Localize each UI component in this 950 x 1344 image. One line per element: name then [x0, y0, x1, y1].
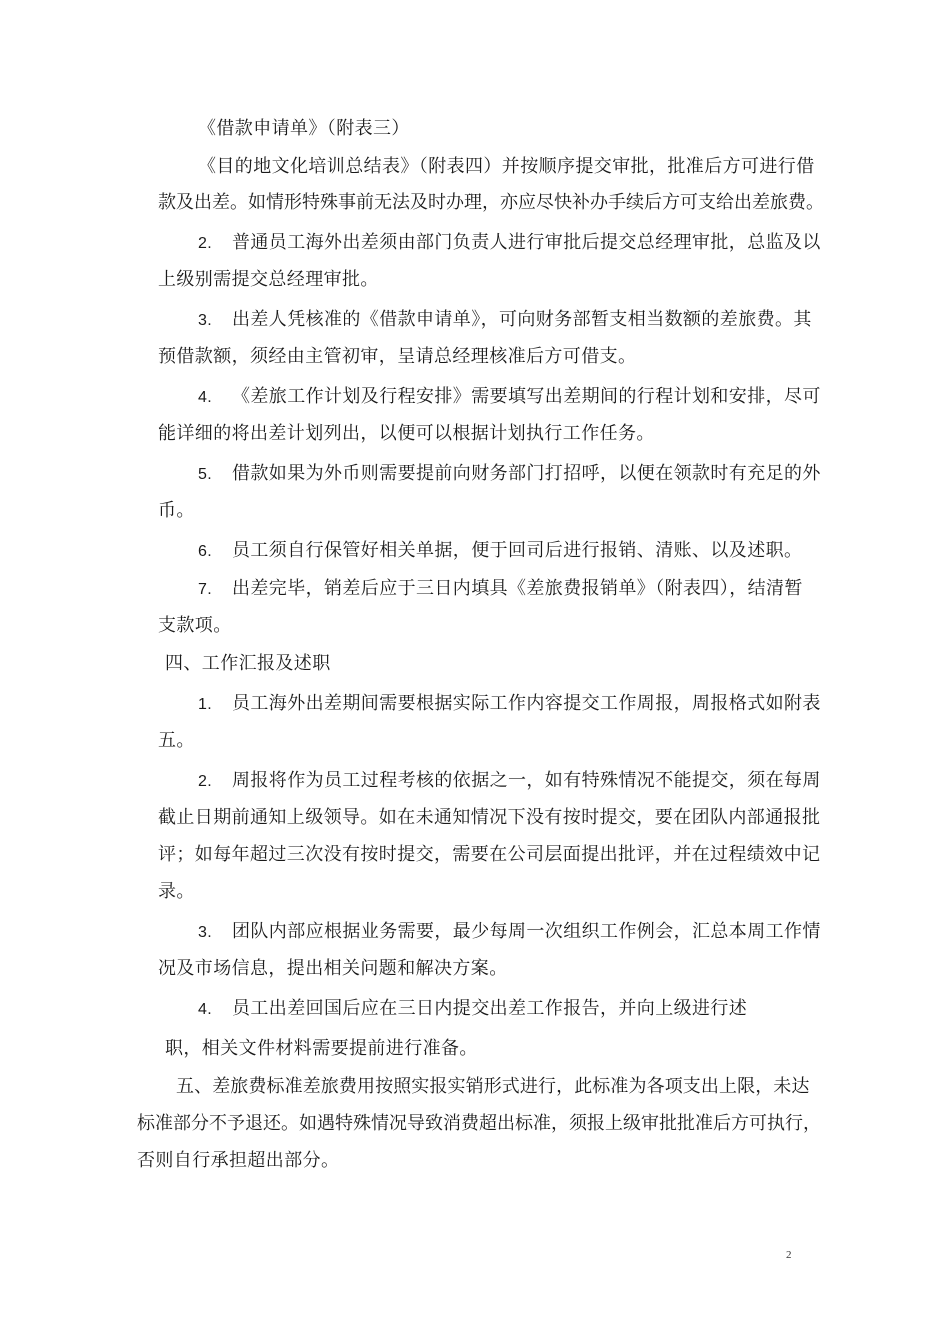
text-line: 况及市场信息，提出相关问题和解决方案。: [158, 958, 508, 979]
list-number: 3.: [198, 924, 213, 941]
text-line: 上级别需提交总经理审批。: [158, 269, 379, 290]
text-line: 员工海外出差期间需要根据实际工作内容提交工作周报，周报格式如附表: [232, 693, 821, 714]
list-number: 6.: [198, 543, 213, 560]
text-line: 否则自行承担超出部分。: [137, 1150, 340, 1171]
text-line: 职，相关文件材料需要提前进行准备。: [165, 1038, 478, 1059]
text-line: 五。: [158, 730, 195, 751]
list-number: 5.: [198, 466, 213, 483]
list-item: [198, 462, 821, 487]
text-line: 普通员工海外出差须由部门负责人进行审批后提交总经理审批，总监及以: [232, 232, 821, 253]
list-item: [198, 539, 802, 564]
list-item: [198, 231, 821, 256]
list-item: [198, 769, 821, 794]
text-line: 出差人凭核准的《借款申请单》，可向财务部暂支相当数额的差旅费。其: [232, 309, 812, 330]
text-line: 能详细的将出差计划列出，以便可以根据计划执行工作任务。: [158, 423, 655, 444]
text-line: 团队内部应根据业务需要，最少每周一次组织工作例会，汇总本周工作情: [232, 921, 821, 942]
list-number: 2.: [198, 773, 213, 790]
text-line: 员工须自行保管好相关单据，便于回司后进行报销、清账、以及述职。: [232, 540, 803, 561]
list-item: [198, 308, 812, 333]
text-line: 员工出差回国后应在三日内提交出差工作报告，并向上级进行述: [232, 998, 748, 1019]
section-heading: 五、差旅费标准差旅费用按照实报实销形式进行，此标准为各项支出上限，未达: [176, 1076, 810, 1097]
section-heading: 四、工作汇报及述职: [165, 653, 331, 674]
text-line: 评；如每年超过三次没有按时提交，需要在公司层面提出批评，并在过程绩效中记: [158, 844, 821, 865]
text-line: 出差完毕，销差后应于三日内填具《差旅费报销单》（附表四），结清暂: [232, 578, 803, 599]
text-line: 预借款额，须经由主管初审，呈请总经理核准后方可借支。: [158, 346, 637, 367]
list-number: 7.: [198, 581, 213, 598]
text-line: 支款项。: [158, 615, 232, 636]
list-number: 4.: [198, 1001, 213, 1018]
text-line: 周报将作为员工过程考核的依据之一，如有特殊情况不能提交，须在每周: [232, 770, 821, 791]
text-line: 币。: [158, 500, 195, 521]
text-line: 截止日期前通知上级领导。如在未通知情况下没有按时提交，要在团队内部通报批: [158, 807, 821, 828]
list-item: [198, 577, 803, 602]
list-item: [198, 692, 821, 717]
list-number: 3.: [198, 312, 213, 329]
text-line: 《目的地文化培训总结表》（附表四）并按顺序提交审批，批准后方可进行借: [198, 156, 815, 177]
text-line: 借款如果为外币则需要提前向财务部门打招呼，以便在领款时有充足的外: [232, 463, 821, 484]
list-number: 1.: [198, 696, 213, 713]
page-number: 2: [786, 1249, 792, 1261]
text-line: 标准部分不予退还。如遇特殊情况导致消费超出标准，须报上级审批批准后方可执行，: [137, 1113, 821, 1134]
text-line: 《借款申请单》（附表三）: [198, 118, 410, 139]
text-line: 录。: [158, 881, 195, 902]
list-number: 4.: [198, 389, 213, 406]
list-number: 2.: [198, 235, 213, 252]
list-item: [198, 920, 821, 945]
text-line: 款及出差。如情形特殊事前无法及时办理，亦应尽快补办手续后方可支给出差旅费。: [158, 192, 824, 213]
text-line: 《差旅工作计划及行程安排》需要填写出差期间的行程计划和安排，尽可: [232, 386, 821, 407]
list-item: [198, 997, 747, 1022]
list-item: [198, 385, 821, 410]
